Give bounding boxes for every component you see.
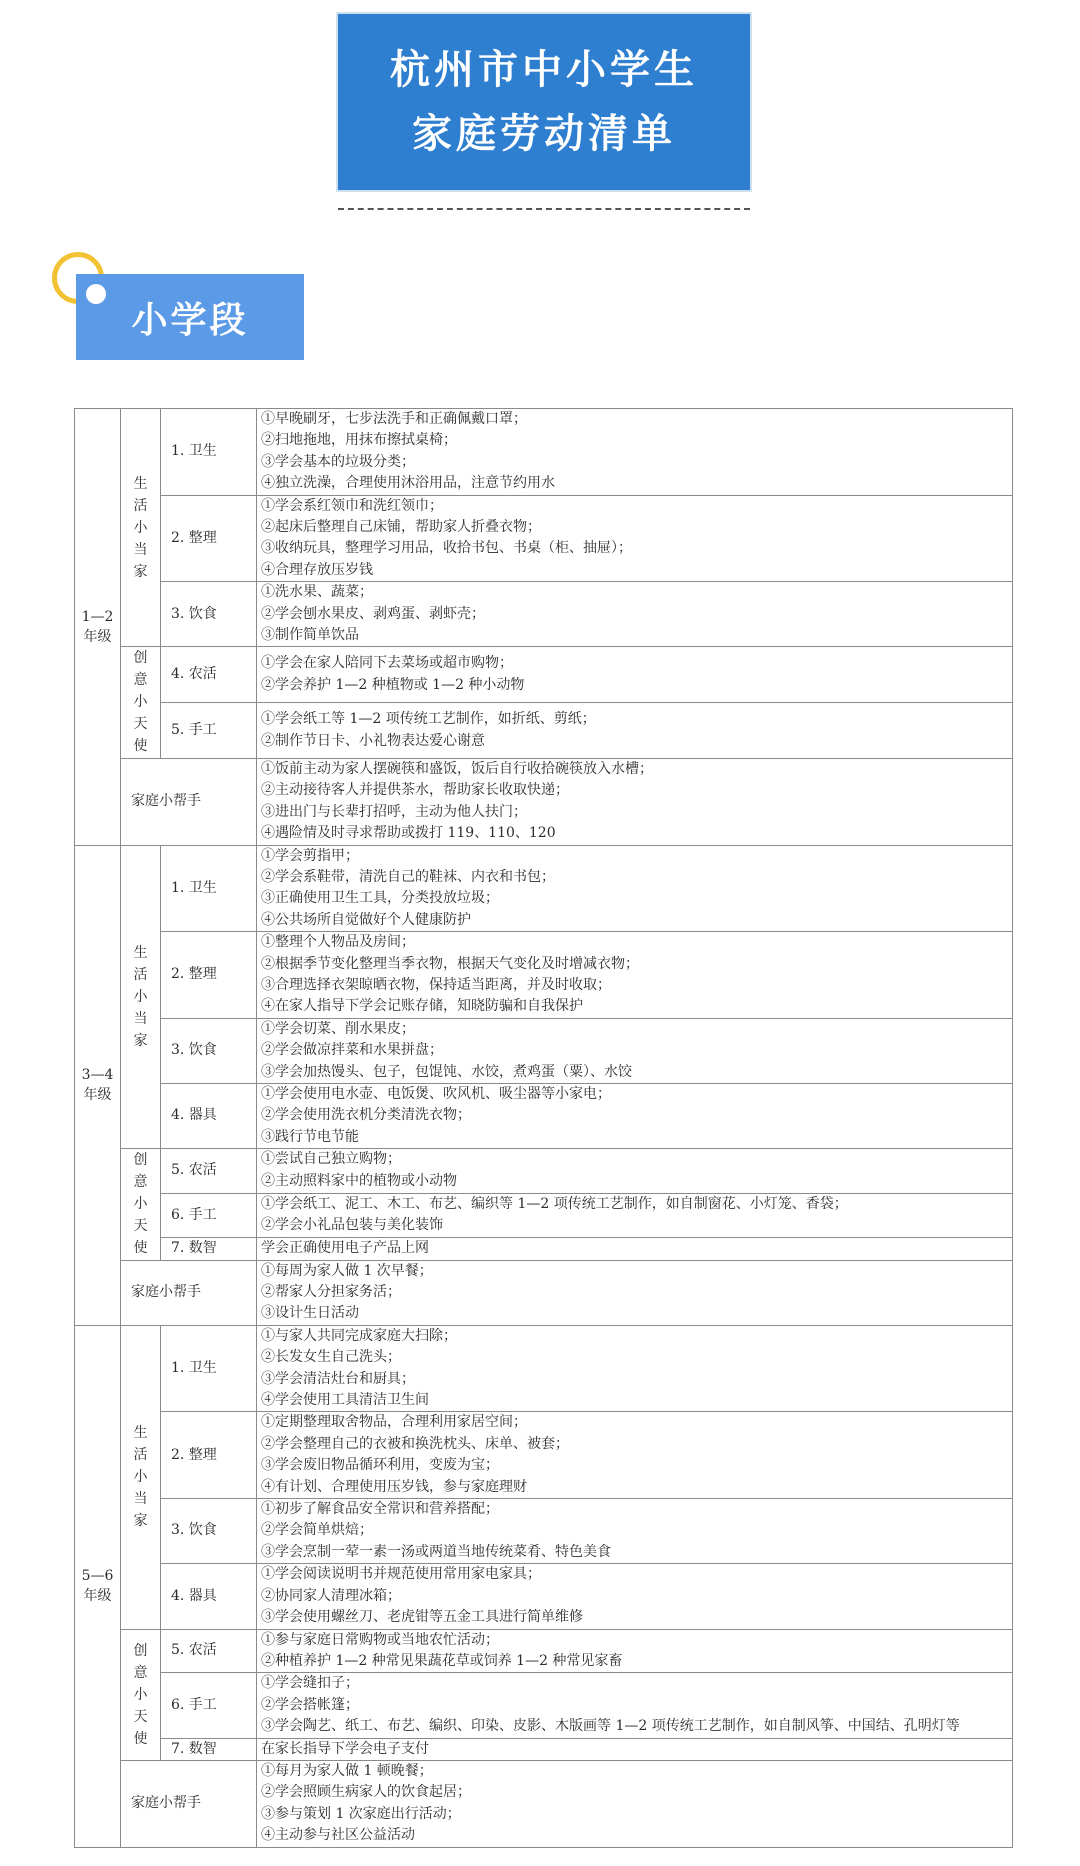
list-item: ②学会简单烘焙；: [261, 1522, 373, 1539]
section-title: 小学段: [131, 299, 249, 341]
items-cell: [257, 1083, 1013, 1148]
list-item: ①每周为家人做 1 次早餐；: [261, 1262, 433, 1279]
subcategory-label: 4. 器具: [161, 1564, 257, 1629]
subcategory-label: 3. 饮食: [161, 1499, 257, 1564]
list-item: ②学会使用洗衣机分类清洗衣物；: [261, 1107, 471, 1124]
list-item: ①学会纸工等 1—2 项传统工艺制作，如折纸、剪纸；: [261, 711, 596, 728]
list-item: ②起床后整理自己床铺，帮助家人折叠衣物；: [261, 519, 541, 536]
subcategory-label: 3. 饮食: [161, 1018, 257, 1083]
list-item: 学会正确使用电子产品上网: [261, 1240, 429, 1257]
title-banner: [338, 14, 750, 190]
category-label: 创意小天使: [133, 1152, 148, 1257]
category-cell: [121, 1325, 161, 1629]
subcategory-label: 4. 器具: [161, 1083, 257, 1148]
items-cell: [257, 932, 1013, 1019]
table-row: [75, 845, 1013, 932]
table-row: [75, 1149, 1013, 1193]
items-cell: [257, 647, 1013, 703]
items-cell: [257, 409, 1013, 496]
table-row: [75, 1237, 1013, 1260]
items-cell: [257, 1564, 1013, 1629]
items-cell: [257, 1738, 1013, 1760]
list-item: ④公共场所自觉做好个人健康防护: [261, 911, 471, 928]
list-item: ④独立洗澡，合理使用沐浴用品，注意节约用水: [261, 475, 555, 492]
list-item: ③收纳玩具，整理学习用品，收拾书包、书桌（柜、抽屉）；: [261, 540, 632, 557]
grade-label: 1—2: [81, 608, 114, 625]
table-row: [75, 582, 1013, 647]
list-item: ④主动参与社区公益活动: [261, 1827, 415, 1844]
grade-label: 5—6: [81, 1568, 114, 1585]
items-cell: [257, 1760, 1013, 1847]
list-item: ②协同家人清理冰箱；: [261, 1587, 401, 1604]
list-item: ③践行节电节能: [261, 1128, 359, 1145]
subcategory-label: 5. 手工: [161, 703, 257, 759]
list-item: ①洗水果、蔬菜；: [261, 584, 373, 601]
list-item: ③学会烹制一荤一素一汤或两道当地传统菜肴、特色美食: [261, 1543, 611, 1560]
items-cell: [257, 1018, 1013, 1083]
category-label: 生活小当家: [133, 475, 148, 580]
list-item: ②主动接待客人并提供茶水，帮助家长收取快递；: [261, 782, 569, 799]
list-item: 在家长指导下学会电子支付: [261, 1740, 429, 1757]
page-title-line-2: 家庭劳动清单: [412, 111, 676, 157]
category-cell: [121, 1149, 161, 1260]
table-row: [75, 1738, 1013, 1760]
list-item: ①参与家庭日常购物或当地农忙活动；: [261, 1631, 499, 1648]
list-item: ①学会在家人陪同下去菜场或超市购物；: [261, 655, 513, 672]
subcategory-label: 2. 整理: [161, 1412, 257, 1499]
category-label: 创意小天使: [133, 1642, 148, 1747]
list-item: ①尝试自己独立购物；: [261, 1151, 401, 1168]
list-item: ④学会使用工具清洁卫生间: [261, 1392, 429, 1409]
grade-label: 年级: [83, 1087, 112, 1104]
list-item: ③学会清洁灶台和厨具；: [261, 1370, 415, 1387]
labor-list-table: [74, 408, 1013, 1848]
list-item: ②学会做凉拌菜和水果拼盘；: [261, 1042, 443, 1059]
list-item: ③学会加热馒头、包子，包馄饨、水饺，煮鸡蛋（粟）、水饺: [261, 1063, 632, 1080]
list-item: ②学会照顾生病家人的饮食起居；: [261, 1784, 471, 1801]
list-item: ③学会基本的垃圾分类；: [261, 453, 415, 470]
subcategory-label: 5. 农活: [161, 1629, 257, 1673]
table-row: [75, 1673, 1013, 1738]
list-item: ②扫地拖地，用抹布擦拭桌椅；: [261, 432, 457, 449]
list-item: ②学会养护 1—2 种植物或 1—2 种小动物: [261, 676, 525, 693]
subcategory-label: 6. 手工: [161, 1673, 257, 1738]
table-row: [75, 703, 1013, 759]
table-row: [75, 1260, 1013, 1325]
subcategory-label: 4. 农活: [161, 647, 257, 703]
subcategory-label: 2. 整理: [161, 932, 257, 1019]
table-row: [75, 495, 1013, 582]
list-item: ①每月为家人做 1 顿晚餐；: [261, 1762, 433, 1779]
helper-label: 家庭小帮手: [121, 758, 257, 845]
list-item: ②学会搭帐篷；: [261, 1696, 359, 1713]
subcategory-label: 6. 手工: [161, 1193, 257, 1237]
items-cell: [257, 1499, 1013, 1564]
subcategory-label: 1. 卫生: [161, 1325, 257, 1412]
list-item: ③学会使用螺丝刀、老虎钳等五金工具进行简单维修: [261, 1609, 583, 1626]
grade-cell: [75, 1325, 121, 1847]
list-item: ①学会缝扣子；: [261, 1675, 359, 1692]
list-item: ④在家人指导下学会记账存储，知晓防骗和自我保护: [261, 998, 583, 1015]
items-cell: [257, 845, 1013, 932]
list-item: ③学会陶艺、纸工、布艺、编织、印染、皮影、木版画等 1—2 项传统工艺制作，如自制风筝、中国结、孔明灯等: [261, 1718, 960, 1735]
list-item: ②学会小礼品包装与美化装饰: [261, 1217, 443, 1234]
category-label: 生活小当家: [133, 944, 148, 1049]
list-item: ②长发女生自己洗头；: [261, 1349, 401, 1366]
items-cell: [257, 1260, 1013, 1325]
list-item: ②学会整理自己的衣被和换洗枕头、床单、被套；: [261, 1435, 569, 1452]
list-item: ①学会剪指甲；: [261, 847, 359, 864]
table-row: [75, 1018, 1013, 1083]
list-item: ①初步了解食品安全常识和营养搭配；: [261, 1501, 499, 1518]
table-row: [75, 1325, 1013, 1412]
items-cell: [257, 1412, 1013, 1499]
subcategory-label: 5. 农活: [161, 1149, 257, 1193]
category-cell: [121, 845, 161, 1149]
helper-label: 家庭小帮手: [121, 1260, 257, 1325]
list-item: ④遇险情及时寻求帮助或拨打 119、110、120: [261, 825, 556, 842]
list-item: ③设计生日活动: [261, 1305, 359, 1322]
list-item: ④有计划、合理使用压岁钱，参与家庭理财: [261, 1478, 527, 1495]
category-label: 生活小当家: [133, 1424, 148, 1529]
items-cell: [257, 1673, 1013, 1738]
items-cell: [257, 495, 1013, 582]
list-item: ①学会纸工、泥工、木工、布艺、编织等 1—2 项传统工艺制作，如自制窗花、小灯笼、香袋；: [261, 1195, 848, 1212]
subcategory-label: 1. 卫生: [161, 845, 257, 932]
list-item: ②学会系鞋带，清洗自己的鞋袜、内衣和书包；: [261, 868, 555, 885]
grade-cell: [75, 845, 121, 1325]
table-row: [75, 1412, 1013, 1499]
items-cell: [257, 1149, 1013, 1193]
grade-cell: [75, 409, 121, 846]
grade-label: 年级: [83, 628, 112, 645]
subcategory-label: 7. 数智: [161, 1237, 257, 1260]
table-row: [75, 1499, 1013, 1564]
items-cell: [257, 1193, 1013, 1237]
table-row: [75, 1083, 1013, 1148]
grade-label: 3—4: [81, 1067, 114, 1084]
table-row: [75, 409, 1013, 496]
list-item: ③进出门与长辈打招呼，主动为他人扶门；: [261, 803, 527, 820]
helper-label: 家庭小帮手: [121, 1760, 257, 1847]
list-item: ③学会废旧物品循环利用，变废为宝；: [261, 1457, 499, 1474]
list-item: ②主动照料家中的植物或小动物: [261, 1172, 457, 1189]
table-row: [75, 1760, 1013, 1847]
table-row: [75, 647, 1013, 703]
list-item: ①学会系红领巾和洗红领巾；: [261, 497, 443, 514]
list-item: ④合理存放压岁钱: [261, 561, 373, 578]
table-row: [75, 1564, 1013, 1629]
grade-label: 年级: [83, 1588, 112, 1605]
list-item: ②根据季节变化整理当季衣物，根据天气变化及时增减衣物；: [261, 955, 639, 972]
subcategory-label: 3. 饮食: [161, 582, 257, 647]
list-item: ①定期整理取舍物品，合理利用家居空间；: [261, 1414, 527, 1431]
category-label: 创意小天使: [133, 650, 148, 755]
items-cell: [257, 758, 1013, 845]
items-cell: [257, 703, 1013, 759]
list-item: ②制作节日卡、小礼物表达爱心谢意: [261, 732, 485, 749]
list-item: ③参与策划 1 次家庭出行活动；: [261, 1805, 461, 1822]
list-item: ②种植养护 1—2 种常见果蔬花草或饲养 1—2 种常见家畜: [261, 1652, 623, 1669]
list-item: ①早晚刷牙，七步法洗手和正确佩戴口罩；: [261, 411, 527, 427]
list-item: ①整理个人物品及房间；: [261, 934, 415, 951]
list-item: ③正确使用卫生工具，分类投放垃圾；: [261, 890, 499, 907]
items-cell: [257, 1237, 1013, 1260]
list-item: ①学会阅读说明书并规范使用常用家电家具；: [261, 1566, 541, 1583]
list-item: ①学会切菜、削水果皮；: [261, 1020, 415, 1037]
category-cell: [121, 647, 161, 758]
list-item: ③合理选择衣架晾晒衣物，保持适当距离，并及时收取；: [261, 976, 611, 993]
list-item: ②帮家人分担家务活；: [261, 1284, 401, 1300]
subcategory-label: 2. 整理: [161, 495, 257, 582]
table-row: [75, 932, 1013, 1019]
page-title-line-1: 杭州市中小学生: [390, 47, 698, 93]
items-cell: [257, 582, 1013, 647]
list-item: ①学会使用电水壶、电饭煲、吹风机、吸尘器等小家电；: [261, 1085, 611, 1102]
list-item: ②学会刨水果皮、剥鸡蛋、剥虾壳；: [261, 605, 485, 622]
list-item: ①与家人共同完成家庭大扫除；: [261, 1327, 457, 1344]
table-row: [75, 1629, 1013, 1673]
category-cell: [121, 1629, 161, 1760]
items-cell: [257, 1325, 1013, 1412]
subcategory-label: 1. 卫生: [161, 409, 257, 496]
table-row: [75, 1193, 1013, 1237]
section-badge: [76, 274, 304, 360]
title-divider: [338, 208, 750, 210]
subcategory-label: 7. 数智: [161, 1738, 257, 1760]
list-item: ①饭前主动为家人摆碗筷和盛饭，饭后自行收拾碗筷放入水槽；: [261, 760, 653, 777]
items-cell: [257, 1629, 1013, 1673]
list-item: ③制作简单饮品: [261, 627, 359, 644]
category-cell: [121, 409, 161, 647]
table-row: [75, 758, 1013, 845]
